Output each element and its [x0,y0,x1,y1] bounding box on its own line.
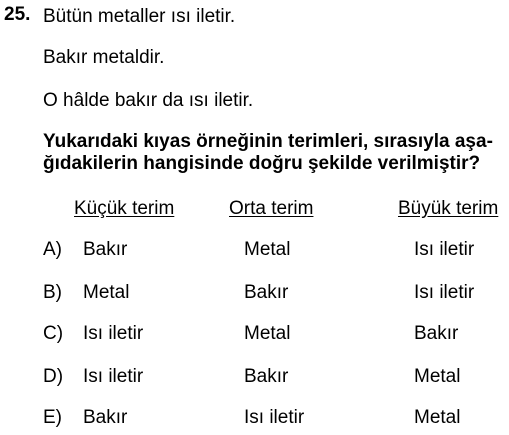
option-cell-buyuk: Isı iletir [414,282,475,303]
question-prompt-line-2: ğıdakilerin hangisinde doğru şekilde verilmiştir? [43,153,481,174]
option-cell-buyuk: Metal [414,407,461,428]
option-cell-orta: Metal [244,323,291,344]
header-orta-terim: Orta terim [229,198,314,219]
option-cell-kucuk: Bakır [83,239,128,260]
option-cell-orta: Isı iletir [244,407,305,428]
option-letter: D) [43,366,64,387]
option-cell-buyuk: Metal [414,366,461,387]
question-number: 25. [4,4,31,25]
option-cell-kucuk: Isı iletir [83,366,144,387]
header-kucuk-terim: Küçük terim [74,198,175,219]
option-letter: B) [43,282,62,303]
question-prompt-line-1: Yukarıdaki kıyas örneğinin terimleri, sırasıyla aşa- [43,131,493,152]
option-cell-orta: Bakır [244,366,289,387]
option-letter: A) [43,239,62,260]
premise-1: Bütün metaller ısı iletir. [43,6,236,27]
premise-2: Bakır metaldir. [43,47,165,68]
option-cell-buyuk: Bakır [414,323,459,344]
conclusion: O hâlde bakır da ısı iletir. [43,90,254,111]
option-cell-kucuk: Bakır [83,407,128,428]
option-cell-orta: Metal [244,239,291,260]
option-cell-buyuk: Isı iletir [414,239,475,260]
option-cell-orta: Bakır [244,282,289,303]
option-letter: C) [43,323,64,344]
option-letter: E) [43,407,62,428]
header-buyuk-terim: Büyük terim [398,198,499,219]
option-cell-kucuk: Metal [83,282,130,303]
option-cell-kucuk: Isı iletir [83,323,144,344]
